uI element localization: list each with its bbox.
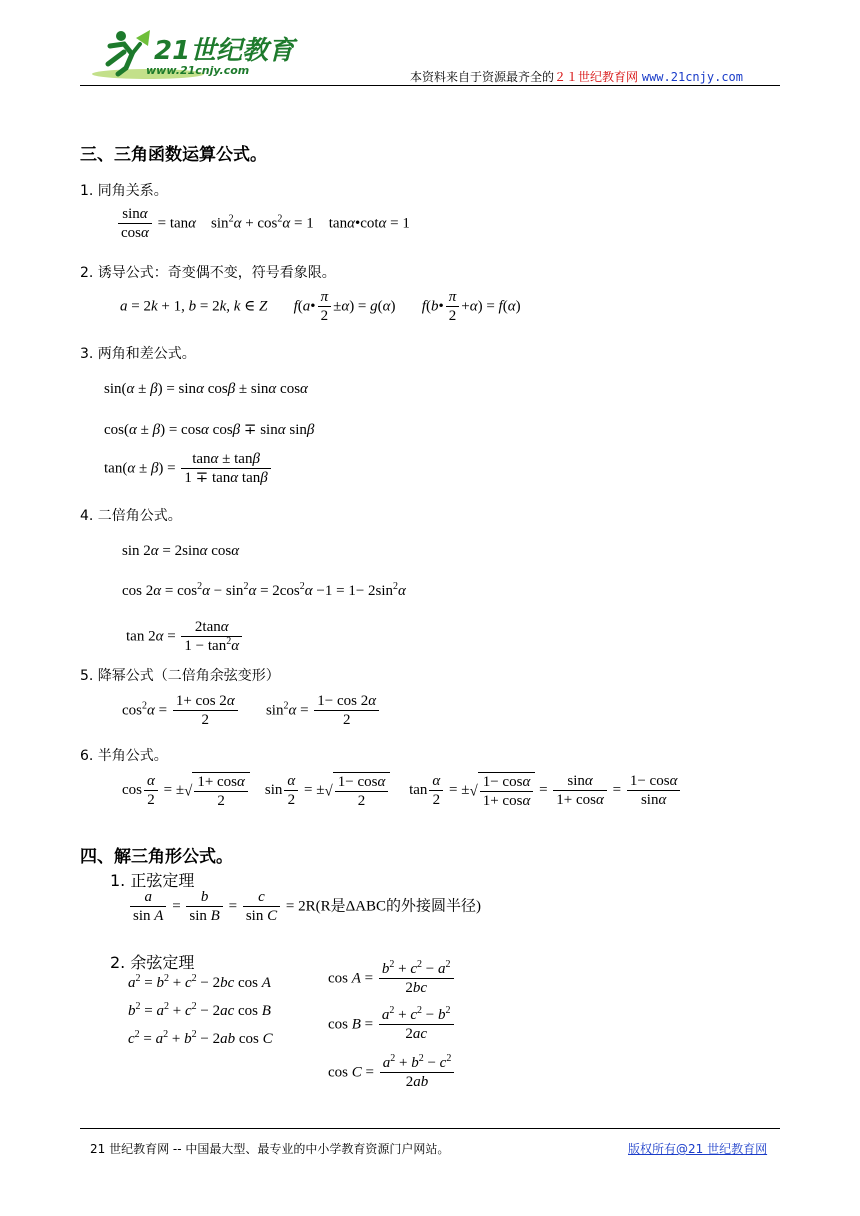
item-2-label: 2. 诱导公式：奇变偶不变，符号看象限。 bbox=[80, 265, 336, 281]
section-3-title: 三、三角函数运算公式。 bbox=[80, 145, 267, 165]
footer-rule bbox=[80, 1128, 780, 1129]
item-6-label: 6. 半角公式。 bbox=[80, 748, 168, 764]
item-3-label: 3. 两角和差公式。 bbox=[80, 346, 196, 362]
header-site-name[interactable]: ２１世纪教育网 bbox=[554, 70, 639, 84]
formula-cos-B: cos B = $\frac{a^2 + c^2 - b^2}{2ac}$ bbox=[328, 1008, 456, 1042]
header-note bbox=[410, 68, 743, 85]
logo-url: www.21cnjy.com bbox=[146, 64, 250, 77]
formula-tan-double: tan 2α = $\frac{2\tan\alpha}{1 - \tan^2\alpha}$ bbox=[126, 620, 244, 654]
formula-power-reduction: $\cos^2\alpha$ = $\frac{1+ \cos 2\alpha}{2}$ $\sin^2\alpha$ = $\frac{1- \cos 2\alpha}{2}$ bbox=[122, 694, 381, 728]
site-logo bbox=[88, 24, 295, 84]
formula-induction: a = 2k + 1, b = 2k, k ∈ Z f(a• $\frac{\pi}{2}$ ±α) = g(α) f(b• $\frac{\pi}{2}$ +α) = f(α) bbox=[120, 289, 521, 324]
formula-sin-double: sin 2α = 2sinα cosα bbox=[122, 543, 240, 559]
item-4-label: 4. 二倍角公式。 bbox=[80, 508, 182, 524]
formula-half-angle: cos $\frac{\alpha}{2}$ = ±√ $\frac{1+ \cos\alpha}{2}$ sin $\frac{\alpha}{2}$ = ±√ $\frac{1- \cos\alpha}{2}$ tan $\frac{\alpha}{2}$ = ±√ $\frac{1- \cos\alpha}{1+ \cos\alpha}$ = $\frac{\sin\alpha}{1+ \cos\alpha}$ = $\frac{1- \cos\alpha}{\sin\alpha}$ bbox=[122, 772, 682, 809]
item-5-label: 5. 降幂公式（二倍角余弦变形） bbox=[80, 668, 280, 684]
formula-cosine-c2: $c^2 = a^2 + b^2 - 2ab$ cos C bbox=[128, 1029, 273, 1047]
section-4-title: 四、解三角形公式。 bbox=[80, 847, 233, 867]
header-site-url[interactable]: www.21cnjy.com bbox=[641, 70, 744, 84]
formula-sin-sum: sin(α ± β) = sinα cosβ ± sinα cosα bbox=[104, 381, 308, 397]
footer-copyright-link[interactable]: 版权所有@21 世纪教育网 bbox=[628, 1142, 768, 1156]
footer-tagline: 21 世纪教育网 -- 中国最大型、最专业的中小学教育资源门户网站。 bbox=[90, 1142, 450, 1156]
formula-cos-sum: cos(α ± β) = cosα cosβ ∓ sinα sinβ bbox=[104, 422, 315, 438]
item-sine-rule-label: 1. 正弦定理 bbox=[110, 871, 195, 890]
sine-rule-note: 2R(R是ΔABC的外接圆半径) bbox=[298, 898, 482, 915]
formula-same-angle: $\frac{\sin\alpha}{\cos\alpha}$ = tanα $\sin^2\alpha + \cos^2\alpha = 1$ tanα•cotα = 1 bbox=[116, 207, 410, 241]
formula-tan-sum: tan(α ± β) = $\frac{\tan\alpha \pm \tan\beta}{\text{1 ∓ tanα tanβ}}$ bbox=[104, 452, 273, 486]
formula-cosine-b2: $b^2 = a^2 + c^2 - 2ac$ cos B bbox=[128, 1001, 271, 1019]
logo-text: 21世纪教育 bbox=[154, 36, 295, 66]
formula-cos-C: cos C = $\frac{a^2 + b^2 - c^2}{2ab}$ bbox=[328, 1056, 456, 1090]
item-cosine-rule-label: 2. 余弦定理 bbox=[110, 953, 195, 972]
formula-cos-double: $\cos 2\alpha = \cos^2\alpha - \sin^2\alpha = 2\cos^2\alpha -1 = 1- 2\sin^2\alpha$ bbox=[122, 581, 406, 599]
formula-sine-rule: $\frac{a}{\text{sin A}}$ = $\frac{b}{\text{sin B}}$ = $\frac{c}{\text{sin C}}$ = 2R(R是ΔABC的外接圆半径) bbox=[128, 890, 481, 924]
header-rule bbox=[80, 85, 780, 86]
header-note-prefix: 本资料来自于资源最齐全的 bbox=[410, 70, 555, 84]
formula-cos-A: cos A = $\frac{b^2 + c^2 - a^2}{2bc}$ bbox=[328, 962, 456, 996]
item-1-label: 1. 同角关系。 bbox=[80, 183, 168, 199]
formula-cosine-a2: $a^2 = b^2 + c^2 - 2bc$ cos A bbox=[128, 973, 271, 991]
